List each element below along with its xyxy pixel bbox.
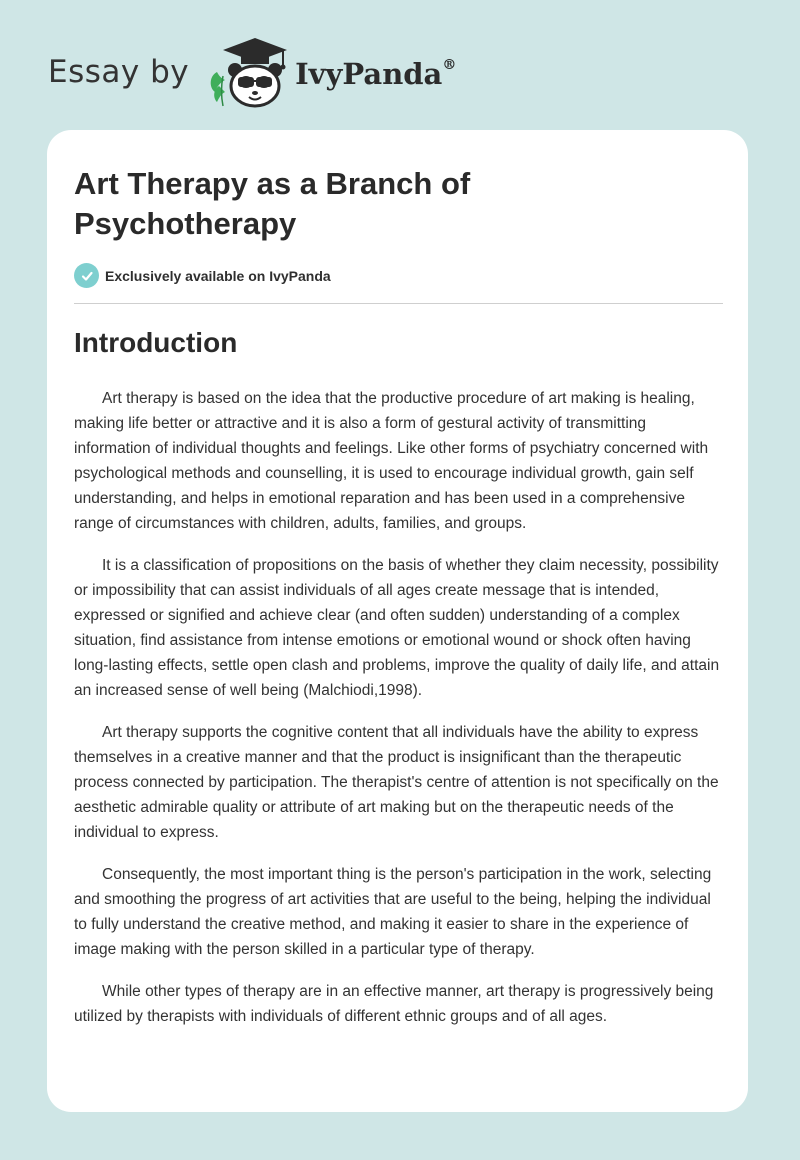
essay-body [74, 386, 724, 1046]
exclusive-badge [74, 263, 331, 288]
paragraph: Art therapy is based on the idea that the productive procedure of art making is healing, making life better or attractive and it is also a form of gestural activity of transmitting information of individual thoughts and feelings. Like other forms of psychiatry concerned with psychological methods and counselling, it is used to encourage individual growth, gain self understanding, and helps in emotional reparation and has been used in a comprehensive range of circumstances with children, adults, families, and groups. [74, 390, 709, 532]
paragraph: Consequently, the most important thing is the person's participation in the work, selecting and smoothing the progress of art activities that are useful to the being, helping the individual to fully understand the creative method, and making it easier to share in the experience of image making with the person skilled in a particular type of therapy. [74, 866, 712, 958]
essay-card [47, 130, 748, 1112]
paragraph: Art therapy supports the cognitive content that all individuals have the ability to express themselves in a creative manner and that the product is insignificant than the therapeutic process connected by participation. The therapist's centre of attention is not specifically on the aesthetic admirable quality or attribute of art making but on the therapeutic needs of the individual to express. [74, 724, 719, 841]
check-icon [74, 263, 99, 288]
divider [74, 303, 723, 304]
paragraph: While other types of therapy are in an effective manner, art therapy is progressively being utilized by therapists with individuals of different ethnic groups and of all ages. [74, 983, 714, 1025]
site-header [48, 36, 456, 108]
essay-title: Art Therapy as a Branch of Psychotherapy [74, 166, 471, 241]
ivy-leaf-icon [211, 72, 225, 106]
panda-face-icon [228, 63, 282, 106]
registered-mark: ® [442, 57, 457, 74]
section-title-introduction: Introduction [74, 327, 238, 358]
ivypanda-logo-icon[interactable] [203, 36, 293, 108]
brand-name[interactable]: IvyPanda® [295, 57, 457, 91]
paragraph: It is a classification of propositions on the basis of whether they claim necessity, possibility or impossibility that can assist individuals of all ages create message that is intended, expressed or signified and achieve clear (and often sudden) understanding of a complex situation, find assistance from intense emotions or emotional wound or shock often having long-lasting effects, settle open clash and problems, improve the quality of daily life, and attain an increased sense of well being (Malchiodi,1998). [74, 557, 720, 699]
exclusive-badge-text: Exclusively available on IvyPanda [105, 267, 331, 284]
essay-by-label: Essay by [48, 54, 190, 90]
